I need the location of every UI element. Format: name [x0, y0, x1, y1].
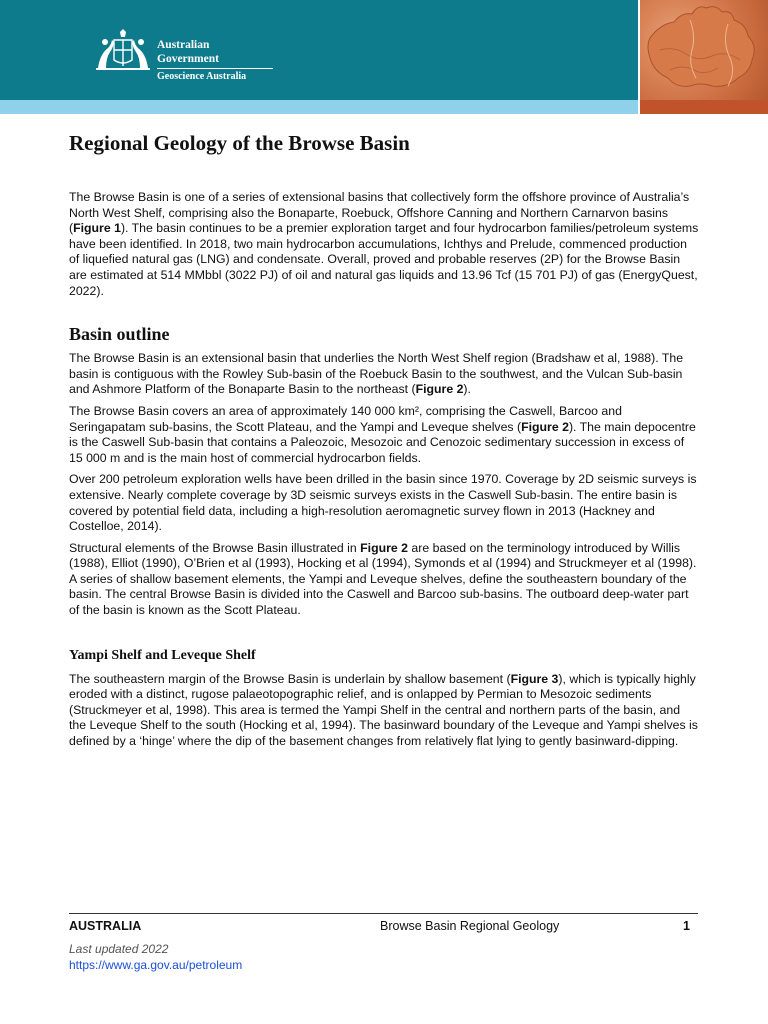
paragraph: Over 200 petroleum exploration wells have been drilled in the basin since 1970. Coverage by 2D seismic surveys is extensive. Nearly complete coverage by 3D seismic surveys exists in the Caswell Sub-basin. The entire basin is covered by potential field data, including a high-resolution aeromagnetic survey flown in 2013 (Hackney and Costelloe, 2014).	[69, 472, 697, 534]
text-span: The Browse Basin is an extensional basin that underlies the North West Shelf region (Bradshaw et al, 1988). The basin is contiguous with the Rowley Sub-basin of the Roebuck Basin to the southwest, and the Vulcan Sub-basin and Ashmore Platform of the Bonaparte Basin to the northeast (	[69, 351, 684, 397]
text-span: are based on the terminology introduced by Willis (1988), Elliot (1990), O’Brien et al (1993), Hocking et al (1994), Symonds et al (1994) and Struckmeyer et al (1998). A series of shallow basement elements, the Yampi and Leveque shelves, define the southeastern boundary of the basin. The central Browse Basin is divided into the Caswell and Barcoo sub-basins. The outboard deep-water part of the basin is known as the Scott Plateau.	[69, 540, 697, 618]
page-title: Regional Geology of the Browse Basin	[69, 131, 410, 155]
text-span: The Browse Basin covers an area of approximately 140 000 km², comprising the Caswell, Barcoo and Seringapatam sub-basins, the Scott Plateau, and the Yampi and Leveque shelves (	[69, 403, 622, 434]
gov-wordmark	[157, 38, 273, 84]
footer-link[interactable]: https://www.ga.gov.au/petroleum	[69, 958, 243, 972]
paragraph	[69, 351, 699, 398]
footer-divider	[69, 913, 698, 914]
footer-country: AUSTRALIA	[69, 919, 142, 933]
footer-doc-title: Browse Basin Regional Geology	[380, 919, 560, 933]
section-heading-yampi: Yampi Shelf and Leveque Shelf	[69, 647, 256, 663]
figure-ref: Figure 2	[360, 540, 409, 555]
paragraph	[69, 404, 699, 466]
text-span: ).	[463, 382, 471, 397]
header-orange-strip	[640, 100, 768, 114]
section-heading-basin-outline: Basin outline	[69, 324, 170, 345]
gov-name: Australian Government	[157, 38, 273, 69]
text-span: ). The basin continues to be a premier exploration target and four hydrocarbon families/petroleum systems have been identified. In 2018, two main hydrocarbon accumulations, Ichthys and Prelude, commenced production of liquefied natural gas (LNG) and condensate. Overall, proved and probable reserves (2P) for the Browse Basin are estimated at 514 MMbbl (3022 PJ) of oil and natural gas liquids and 13.96 Tcf (15 701 PJ) of gas (EnergyQuest, 2022).	[69, 221, 699, 298]
text-span: The southeastern margin of the Browse Basin is underlain by shallow basement (	[69, 671, 511, 686]
text-span: ). The main depocentre is the Caswell Sub-basin that contains a Paleozoic, Mesozoic and Cenozoic sedimentary succession in excess of 15 000 m and is the main host of commercial hydrocarbon fields.	[69, 419, 696, 465]
text-span: Structural elements of the Browse Basin illustrated in	[69, 540, 361, 555]
paragraph	[69, 672, 699, 750]
figure-ref: Figure 1	[73, 221, 121, 236]
figure-ref: Figure 2	[415, 382, 464, 397]
text-span: ), which is typically highly eroded with a distinct, rugose palaeotopographic relief, and is onlapped by Permian to Mesozoic sediments (Struckmeyer et al, 1998). This area is termed the Yampi Shelf in the central and northern parts of the basin, and the Leveque Shelf to the south (Hocking et al, 1994). The basinward boundary of the Leveque and Yampi shelves is defined by a ‘hinge’ where the dip of the basement changes from relatively flat lying to gently basinward-dipping.	[69, 671, 698, 749]
agency-name: Geoscience Australia	[157, 71, 247, 82]
header-banner	[0, 0, 638, 100]
header-blue-strip	[0, 100, 638, 114]
figure-ref: Figure 2	[521, 419, 569, 434]
document-body	[69, 130, 699, 750]
coat-of-arms-icon	[92, 28, 154, 72]
intro-paragraph	[69, 190, 699, 299]
australia-map-image	[640, 0, 768, 100]
text-span: The Browse Basin is one of a series of extensional basins that collectively form the offshore province of Australia’s North West Shelf, comprising also the Bonaparte, Roebuck, Offshore Canning and Northern Carnarvon basins (	[69, 190, 690, 236]
last-updated: Last updated 2022	[69, 942, 169, 956]
paragraph	[69, 541, 699, 619]
figure-ref: Figure 3	[510, 671, 559, 686]
page-number: 1	[683, 919, 690, 933]
